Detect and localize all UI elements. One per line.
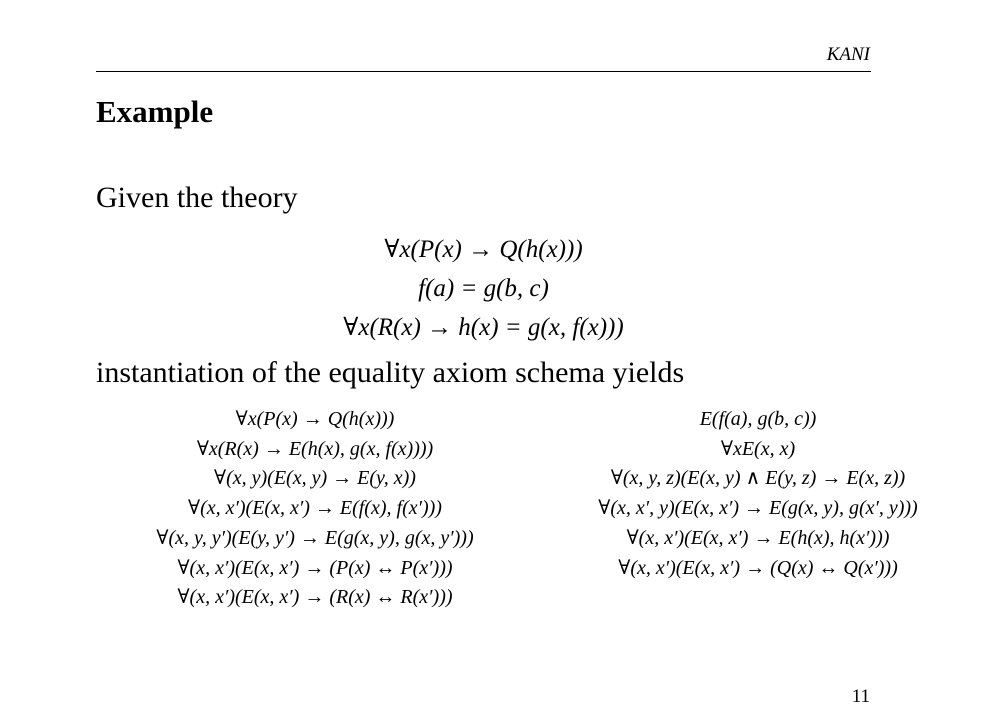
page-number: 11 [851,686,870,707]
axiom-formula: ∀(x, y)(E(x, y) → E(y, x)) [214,467,416,490]
axiom-formula: ∀(x, x′)(E(x, x′) → (P(x) ↔ P(x′))) [177,556,453,579]
axiom-formula: ∀(x, y, z)(E(x, y) ∧ E(y, z) → E(x, z)) [610,467,906,490]
theory-formula: ∀x(R(x) → h(x) = g(x, f(x))) [343,314,624,341]
axiom-formula: ∀(x, x′)(E(x, x′) → E(h(x), h(x′))) [626,526,890,549]
axiom-formula: ∀(x, x′)(E(x, x′) → (R(x) ↔ R(x′))) [177,586,453,609]
header-label: KANI [826,44,870,65]
transition-text: instantiation of the equality axiom schema yields [96,356,685,389]
axiom-formula: E(f(a), g(b, c)) [699,408,817,430]
axiom-formula: ∀(x, y, y′)(E(y, y′) → E(g(x, y), g(x, y′))) [156,526,474,549]
theory-formula: f(a) = g(b, c) [418,275,549,302]
axiom-formula: ∀x(P(x) → Q(h(x))) [235,408,395,430]
theory-formulas [96,230,871,347]
axiom-formula: ∀(x, x′, y)(E(x, x′) → E(g(x, y), g(x′, y))) [598,497,918,520]
slide-title: Example [96,94,214,129]
axiom-formula: ∀xE(x, x) [720,437,796,460]
intro-text: Given the theory [96,181,298,214]
theory-formula: ∀x(P(x) → Q(h(x))) [384,236,583,263]
axiom-formula: ∀(x, x′)(E(x, x′) → (Q(x) ↔ Q(x′))) [618,556,898,579]
axiom-formula: ∀x(R(x) → E(h(x), g(x, f(x)))) [196,437,434,460]
axiom-formula: ∀(x, x′)(E(x, x′) → E(f(x), f(x′))) [188,497,442,520]
axioms-right-column [518,405,998,583]
axioms-left-column [75,405,555,613]
header-divider [96,71,871,72]
